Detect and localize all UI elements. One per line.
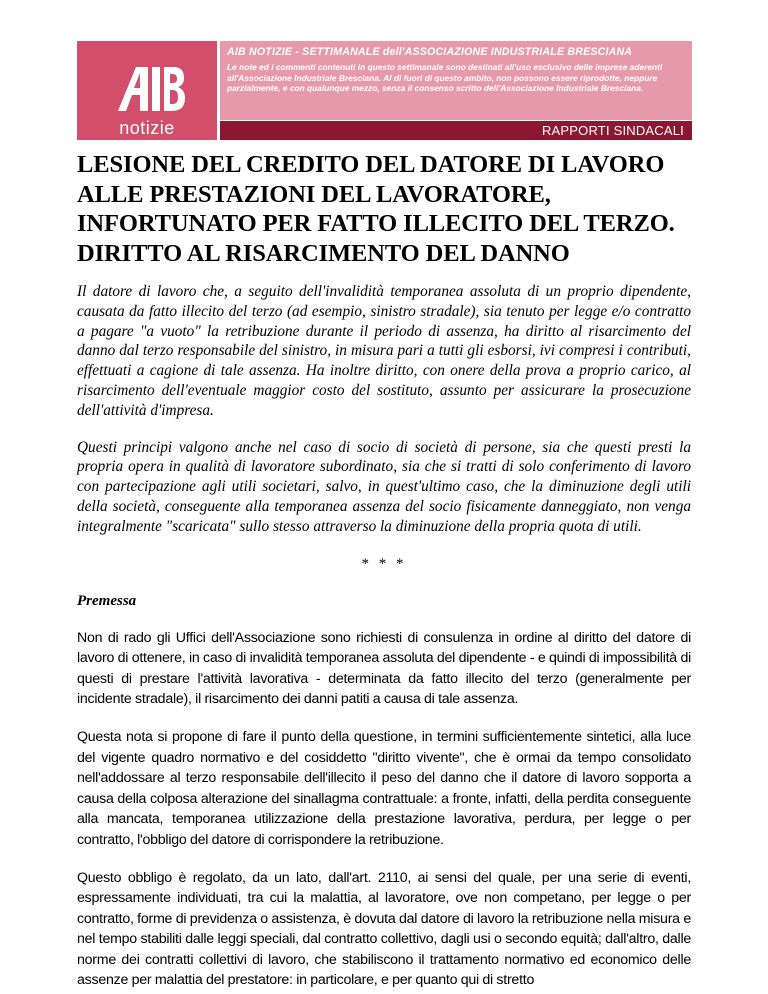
abstract-paragraph-2: Questi principi valgono anche nel caso di socio di società di persone, sia che questi presti la propria opera in qualità di lavoratore subordinato, sia che si tratti di solo conferimento di lavoro con partecipazione agli utili societari, salvo, in quest'ultimo caso, che la diminuzione degli utili della società, conseguente alla temporanea assenza del socio fisicamente danneggiato, non venga integralmente "scaricata" sullo stesso attraverso la diminuzione della propria quota di utili. (77, 438, 691, 535)
body-paragraph-3: Questo obbligo è regolato, da un lato, dall'art. 2110, ai sensi del quale, per una serie di eventi, espressamente individuati, tra cui la malattia, al lavoratore, ove non competano, per legge o per contratto, forme di previdenza o assistenza, è dovuta dal datore di lavoro la retribuzione nella misura e nel tempo stabiliti dalle leggi speciali, dal contratto collettivo, dagli usi o secondo equità; dall'altro, dalle norme dei contratti collettivi di lavoro, che stabiliscono il trattamento normativo ed economico delle assenze per malattia del prestatore: in particolare, e per quanto qui di stretto (77, 869, 691, 989)
aib-logo (77, 41, 217, 140)
section-separator: * * * (361, 555, 407, 572)
header-banner (77, 41, 692, 140)
banner-info (220, 41, 692, 120)
article-title: LESIONE DEL CREDITO DEL DATORE DI LAVORO ALLE PRESTAZIONI DEL LAVORATORE, INFORTUNATO PER FATTO ILLECITO DEL TERZO. DIRITTO AL RISARCIMENTO DEL DANNO (77, 151, 675, 267)
banner-disclaimer: Le note ed i commenti contenuti in questo settimanale sono destinati all'uso esclusivo delle imprese aderenti all'Associazione Industriale Bresciana. Al di fuori di questo ambito, non possono essere riprodotte, neppure parzialmente, e con qualunque mezzo, senza il consenso scritto dell'Associazione Industriale Bresciana. (227, 62, 663, 94)
article (77, 150, 691, 991)
banner-title: AIB NOTIZIE - SETTIMANALE dell'ASSOCIAZIONE INDUSTRIALE BRESCIANA (227, 46, 633, 58)
body-paragraph-1: Non di rado gli Uffici dell'Associazione sono richiesti di consulenza in ordine al diritto del datore di lavoro di ottenere, in caso di invalidità temporanea assoluta del dipendente - e quindi di impossibilità di questi di prestare l'attività lavorativa - determinata da fatto illecito del terzo (generalmente per incidente stradale), il risarcimento dei danni patiti a causa di tale assenza. (77, 629, 691, 708)
abstract-paragraph-1: Il datore di lavoro che, a seguito dell'invalidità temporanea assoluta di un proprio dipendente, causata da fatto illecito del terzo (ad esempio, sinistro stradale), sia tenuto per legge e/o contratto a pagare "a vuoto" la retribuzione durante il periodo di assenza, ha diritto al risarcimento del danno dal terzo responsabile del sinistro, in misura pari a tutti gli esborsi, ivi compresi i contributi, effettuati a cagione di tale assenza. Ha inoltre diritto, con onere della prova a proprio carico, al risarcimento dell'eventuale maggior costo del sostituto, assunto per assicurare la prosecuzione dell'attività d'impresa. (77, 283, 691, 419)
subheading-premessa: Premessa (77, 592, 137, 609)
logo-text: notizie (119, 118, 175, 138)
section-label: RAPPORTI SINDACALI (220, 121, 692, 140)
body-paragraph-2: Questa nota si propone di fare il punto della questione, in termini sufficientemente sintetici, alla luce del vigente quadro normativo e del cosiddetto "diritto vivente", che è ormai da tempo consolidato nell'addossare al terzo responsabile dell'illecito il peso del danno che il datore di lavoro sopporta a causa della colposa alterazione del sinallagma contrattuale: a fronte, infatti, della perdita conseguente alla mancata, temporanea utilizzazione della prestazione lavorativa, perdura, per legge o per contratto, l'obbligo del datore di corrispondere la retribuzione. (77, 728, 691, 848)
aib-logo-mark-icon (114, 61, 186, 117)
